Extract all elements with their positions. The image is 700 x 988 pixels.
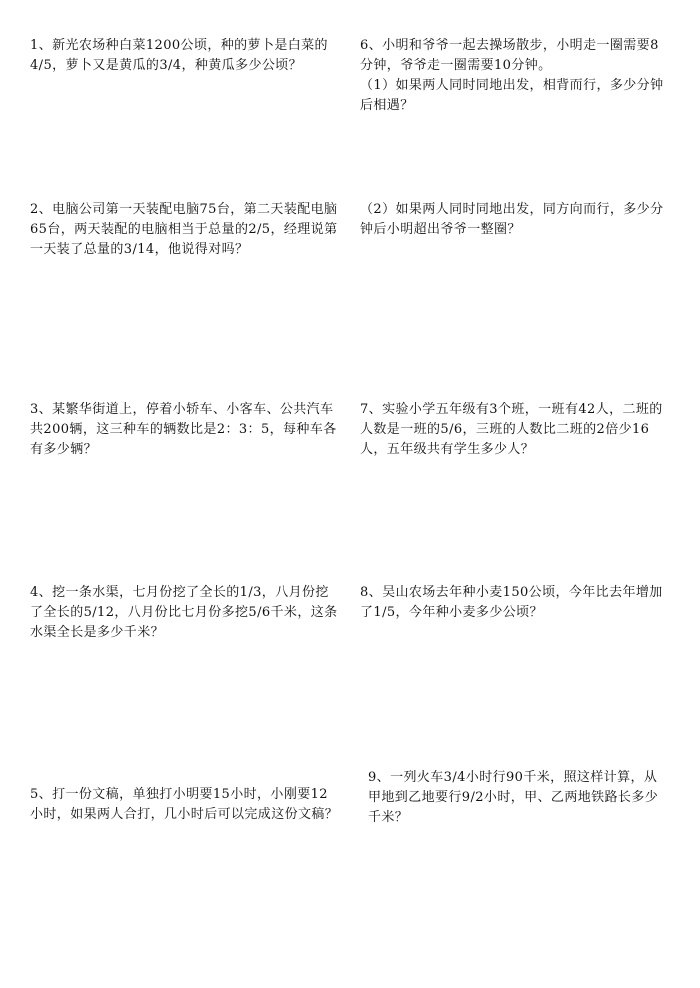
problem-5	[30, 785, 340, 825]
problem-6-part-2	[360, 200, 670, 240]
problem-7	[360, 400, 670, 460]
problem-4-text: 4、挖一条水渠，七月份挖了全长的1/3，八月份挖了全长的5/12，八月份比七月份多挖5/6千米，这条水渠全长是多少千米？	[30, 585, 338, 640]
problem-8	[360, 583, 670, 623]
problem-9-text: 9、一列火车3/4小时行90千米，照这样计算，从甲地到乙地要行9/2小时，甲、乙两地铁路长多少千米？	[368, 770, 659, 825]
problem-1	[30, 36, 340, 76]
problem-5-text: 5、打一份文稿，单独打小明要15小时，小刚要12小时，如果两人合打，几小时后可以完成这份文稿？	[30, 787, 339, 822]
problem-3	[30, 400, 340, 460]
problem-4	[30, 583, 340, 643]
problem-7-text: 7、实验小学五年级有3个班，一班有42人，二班的人数是一班的5/6，三班的人数比二班的2倍少16人，五年级共有学生多少人？	[360, 402, 663, 457]
problem-8-text: 8、吴山农场去年种小麦150公顷，今年比去年增加了1/5，今年种小麦多少公顷？	[360, 585, 663, 620]
problem-9	[360, 768, 670, 828]
problem-3-text: 3、某繁华街道上，停着小轿车、小客车、公共汽车共200辆，这三种车的辆数比是2：3：5，每种车各有多少辆？	[30, 402, 337, 457]
problem-6-question-2: （2）如果两人同时同地出发，同方向而行，多少分钟后小明超出爷爷一整圈？	[360, 202, 664, 237]
problem-2-text: 2、电脑公司第一天装配电脑75台，第二天装配电脑65台，两天装配的电脑相当于总量的2/5，经理说第一天装了总量的3/14，他说得对吗？	[30, 202, 338, 257]
problem-6-intro: 6、小明和爷爷一起去操场散步，小明走一圈需要8分钟，爷爷走一圈需要10分钟。	[360, 38, 659, 73]
problem-2	[30, 200, 340, 260]
problem-6-question-1: （1）如果两人同时同地出发，相背而行，多少分钟后相遇？	[360, 78, 664, 113]
problem-1-text: 1、新光农场种白菜1200公顷，种的萝卜是白菜的4/5，萝卜又是黄瓜的3/4，种黄瓜多少公顷？	[30, 38, 328, 73]
problem-6	[360, 36, 670, 116]
